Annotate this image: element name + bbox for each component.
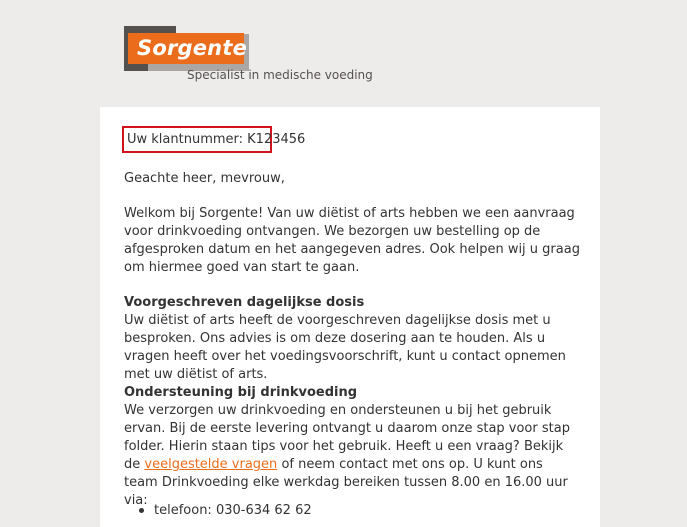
section-heading-dosis: Voorgeschreven dagelijkse dosis [124,295,365,310]
logo-wordmark: Sorgente [128,33,244,64]
sorgente-logo [124,26,373,86]
section-heading-ondersteuning: Ondersteuning bij drinkvoeding [124,385,358,400]
contact-bullet-phone [139,502,312,520]
phone-text: telefoon: 030-634 62 62 [154,503,312,518]
section-body-ondersteuning [124,402,580,510]
logo-tagline: Specialist in medische voeding [187,68,373,82]
body-text-before-link: We verzorgen uw drinkvoeding en ondersteunen u bij het gebruik ervan. Bij de eerste levering ontvangt u daarom onze stap voor stap folder. Hierin staan tips voor het gebruik. Heeft u een vraag? Bekijk de [124,403,570,472]
greeting: Geachte heer, mevrouw, [124,171,285,186]
faq-link[interactable]: veelgestelde vragen [144,457,278,472]
intro-paragraph: Welkom bij Sorgente! Van uw diëtist of arts hebben we een aanvraag voor drinkvoeding ontvangen. We bezorgen uw bestelling op de afgesproken datum en het aangegeven adres. Ook helpen wij u graag om hiermee goed van start te gaan. [124,206,580,275]
bullet-dot-icon [139,508,144,513]
email-body [100,107,600,527]
section-body-dosis: Uw diëtist of arts heeft de voorgeschreven dagelijkse dosis met u besproken. Ons advies is om deze dosering aan te houden. Als u vragen heeft over het voedingsvoorschrift, kunt u contact opnemen met uw diëtist of arts. [124,313,566,382]
body-text-after-link: of neem contact met ons op. U kunt ons team Drinkvoeding elke werkdag bereiken tussen 8.00 en 16.00 uur via: [124,457,568,508]
customer-number-highlight: Uw klantnummer: K123456 [122,126,272,153]
